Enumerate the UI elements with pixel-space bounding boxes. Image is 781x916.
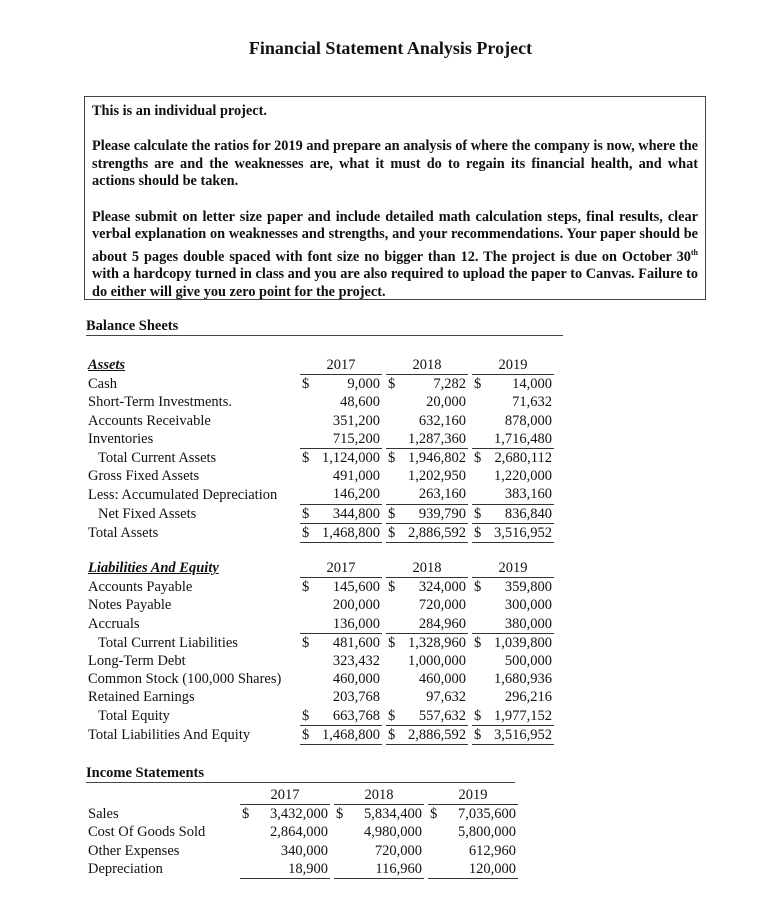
value-cell bbox=[300, 596, 382, 614]
amount: 5,834,400 bbox=[364, 806, 422, 823]
amount: 1,287,360 bbox=[408, 430, 466, 447]
instructions-paragraph-2: Please calculate the ratios for 2019 and prepare an analysis of where the company is now, where the strengths are and the weaknesses are, what it must do to regain its financial health, and what actions should be taken. bbox=[92, 138, 698, 190]
amount: 1,468,800 bbox=[322, 726, 380, 743]
amount: 1,202,950 bbox=[408, 468, 466, 485]
amount: 632,160 bbox=[418, 412, 466, 429]
value bbox=[388, 652, 466, 670]
row-label: Gross Fixed Assets bbox=[88, 468, 200, 485]
value-cell bbox=[472, 596, 554, 614]
instructions-box bbox=[84, 96, 706, 300]
amount: 1,680,936 bbox=[494, 671, 552, 688]
amount: 18,900 bbox=[288, 860, 328, 877]
value bbox=[474, 375, 552, 393]
amount: 136,000 bbox=[332, 615, 380, 632]
value-cell bbox=[300, 393, 382, 411]
amount: 284,960 bbox=[418, 615, 466, 632]
dollar-sign: $ bbox=[302, 524, 310, 541]
amount: 383,160 bbox=[504, 486, 552, 503]
value-cell bbox=[300, 449, 382, 468]
row-label: Depreciation bbox=[88, 861, 163, 878]
table-row bbox=[86, 393, 554, 411]
row-label: Total Current Assets bbox=[98, 449, 217, 466]
value-cell bbox=[386, 596, 468, 614]
amount: 9,000 bbox=[347, 376, 380, 393]
amount: 263,160 bbox=[418, 486, 466, 503]
value bbox=[242, 823, 328, 841]
table-row bbox=[86, 823, 518, 841]
row-label: Notes Payable bbox=[88, 597, 172, 614]
table-row bbox=[86, 615, 554, 634]
dollar-sign: $ bbox=[302, 505, 310, 522]
value-cell bbox=[472, 725, 554, 744]
value-cell bbox=[472, 707, 554, 726]
amount: 2,864,000 bbox=[270, 824, 328, 841]
amount: 300,000 bbox=[504, 597, 552, 614]
value-cell bbox=[428, 842, 518, 860]
value bbox=[242, 805, 328, 823]
dollar-sign: $ bbox=[388, 524, 396, 541]
table-header-row bbox=[86, 559, 554, 578]
value-cell bbox=[300, 725, 382, 744]
instructions-paragraph-3 bbox=[92, 209, 698, 302]
table-row bbox=[86, 688, 554, 706]
amount: 3,516,952 bbox=[494, 726, 552, 743]
liabilities-table bbox=[86, 559, 554, 745]
value-cell bbox=[334, 823, 424, 841]
amount: 20,000 bbox=[426, 394, 466, 411]
value-cell bbox=[472, 467, 554, 485]
value bbox=[302, 596, 380, 614]
dollar-sign: $ bbox=[430, 806, 438, 823]
value bbox=[430, 805, 516, 823]
value-cell bbox=[334, 805, 424, 824]
value-cell bbox=[386, 393, 468, 411]
amount: 48,600 bbox=[340, 394, 380, 411]
value-cell bbox=[386, 412, 468, 430]
amount: 715,200 bbox=[332, 430, 380, 447]
table-row bbox=[86, 670, 554, 688]
value bbox=[388, 485, 466, 503]
amount: 460,000 bbox=[418, 671, 466, 688]
amount: 323,432 bbox=[332, 653, 380, 670]
value-cell bbox=[472, 449, 554, 468]
table-row bbox=[86, 805, 518, 824]
table-row bbox=[86, 375, 554, 394]
year-header: 2019 bbox=[472, 356, 554, 375]
value-cell bbox=[300, 375, 382, 394]
dollar-sign: $ bbox=[388, 634, 396, 651]
value bbox=[388, 393, 466, 411]
value bbox=[388, 707, 466, 725]
value-cell bbox=[300, 707, 382, 726]
table-header-row bbox=[86, 356, 554, 375]
amount: 481,600 bbox=[332, 634, 380, 651]
value bbox=[474, 412, 552, 430]
assets-table bbox=[86, 356, 554, 543]
value bbox=[302, 652, 380, 670]
value-cell bbox=[472, 375, 554, 394]
amount: 1,946,802 bbox=[408, 450, 466, 467]
amount: 1,977,152 bbox=[494, 707, 552, 724]
value bbox=[388, 726, 466, 744]
amount: 3,516,952 bbox=[494, 524, 552, 541]
row-label: Total Equity bbox=[98, 707, 170, 724]
value bbox=[474, 707, 552, 725]
value-cell bbox=[386, 615, 468, 634]
amount: 380,000 bbox=[504, 615, 552, 632]
value bbox=[336, 805, 422, 823]
value bbox=[388, 505, 466, 523]
value-cell bbox=[240, 842, 330, 860]
value-cell bbox=[300, 670, 382, 688]
value bbox=[474, 670, 552, 688]
amount: 145,600 bbox=[332, 579, 380, 596]
table-row bbox=[86, 633, 554, 652]
value-cell bbox=[386, 523, 468, 542]
value-cell bbox=[386, 725, 468, 744]
value-cell bbox=[386, 375, 468, 394]
value-cell bbox=[472, 504, 554, 523]
value bbox=[302, 505, 380, 523]
table-row bbox=[86, 725, 554, 744]
amount: 1,000,000 bbox=[408, 653, 466, 670]
amount: 71,632 bbox=[512, 394, 552, 411]
amount: 203,768 bbox=[332, 689, 380, 706]
amount: 340,000 bbox=[280, 842, 328, 859]
value-cell bbox=[240, 805, 330, 824]
value bbox=[474, 449, 552, 467]
value bbox=[302, 707, 380, 725]
amount: 1,124,000 bbox=[322, 450, 380, 467]
amount: 1,716,480 bbox=[494, 430, 552, 447]
amount: 1,468,800 bbox=[322, 524, 380, 541]
value-cell bbox=[428, 823, 518, 841]
amount: 720,000 bbox=[418, 597, 466, 614]
value bbox=[302, 688, 380, 706]
page-title: Financial Statement Analysis Project bbox=[248, 38, 533, 58]
row-label: Net Fixed Assets bbox=[98, 505, 197, 522]
value-cell bbox=[300, 578, 382, 597]
row-label: Total Assets bbox=[88, 524, 159, 541]
value bbox=[474, 596, 552, 614]
value bbox=[388, 412, 466, 430]
value-cell bbox=[472, 615, 554, 634]
table-row bbox=[86, 842, 518, 860]
table-row bbox=[86, 652, 554, 670]
amount: 3,432,000 bbox=[270, 806, 328, 823]
value-cell bbox=[472, 633, 554, 652]
amount: 4,980,000 bbox=[364, 824, 422, 841]
row-label: Retained Earnings bbox=[88, 689, 195, 706]
amount: 14,000 bbox=[512, 376, 552, 393]
value-cell bbox=[472, 670, 554, 688]
dollar-sign: $ bbox=[302, 707, 310, 724]
amount: 460,000 bbox=[332, 671, 380, 688]
value-cell bbox=[386, 670, 468, 688]
value bbox=[388, 578, 466, 596]
value bbox=[302, 412, 380, 430]
year-header: 2017 bbox=[300, 559, 382, 578]
value-cell bbox=[386, 688, 468, 706]
value bbox=[336, 823, 422, 841]
value-cell bbox=[240, 860, 330, 879]
value bbox=[474, 393, 552, 411]
amount: 359,800 bbox=[504, 579, 552, 596]
value bbox=[302, 634, 380, 652]
value-cell bbox=[386, 633, 468, 652]
dollar-sign: $ bbox=[302, 634, 310, 651]
row-label: Accounts Receivable bbox=[88, 412, 211, 429]
year-header: 2017 bbox=[240, 786, 330, 805]
year-header: 2018 bbox=[386, 356, 468, 375]
value bbox=[430, 860, 516, 878]
value-cell bbox=[300, 467, 382, 485]
value bbox=[388, 375, 466, 393]
row-label: Accounts Payable bbox=[88, 578, 193, 595]
amount: 200,000 bbox=[332, 597, 380, 614]
row-label: Accruals bbox=[88, 615, 140, 632]
table-header-row bbox=[86, 786, 518, 805]
value bbox=[302, 449, 380, 467]
value bbox=[474, 467, 552, 485]
amount: 351,200 bbox=[332, 412, 380, 429]
value-cell bbox=[386, 449, 468, 468]
ordinal-suffix: th bbox=[690, 247, 698, 257]
value bbox=[430, 842, 516, 860]
value bbox=[302, 670, 380, 688]
dollar-sign: $ bbox=[302, 726, 310, 743]
dollar-sign: $ bbox=[336, 806, 344, 823]
value bbox=[474, 652, 552, 670]
dollar-sign: $ bbox=[474, 505, 482, 522]
value bbox=[474, 505, 552, 523]
value bbox=[302, 485, 380, 503]
income-statements-heading: Income Statements bbox=[86, 765, 515, 783]
amount: 2,886,592 bbox=[408, 524, 466, 541]
value-cell bbox=[300, 615, 382, 634]
dollar-sign: $ bbox=[474, 634, 482, 651]
section-header: Assets bbox=[88, 357, 126, 374]
dollar-sign: $ bbox=[474, 450, 482, 467]
amount: 491,000 bbox=[332, 468, 380, 485]
dollar-sign: $ bbox=[242, 806, 250, 823]
value bbox=[474, 615, 552, 633]
row-label: Other Expenses bbox=[88, 842, 180, 859]
value bbox=[388, 596, 466, 614]
instructions-paragraph-1: This is an individual project. bbox=[92, 103, 267, 119]
value-cell bbox=[300, 688, 382, 706]
table-row bbox=[86, 596, 554, 614]
value bbox=[302, 393, 380, 411]
value bbox=[388, 615, 466, 633]
value-cell bbox=[472, 393, 554, 411]
amount: 612,960 bbox=[468, 842, 516, 859]
row-label: Inventories bbox=[88, 431, 154, 448]
value-cell bbox=[386, 467, 468, 485]
value-cell bbox=[472, 578, 554, 597]
year-header: 2019 bbox=[428, 786, 518, 805]
amount: 97,632 bbox=[426, 689, 466, 706]
amount: 836,840 bbox=[504, 505, 552, 522]
amount: 7,282 bbox=[433, 376, 466, 393]
amount: 2,680,112 bbox=[494, 450, 552, 467]
amount: 663,768 bbox=[332, 707, 380, 724]
amount: 2,886,592 bbox=[408, 726, 466, 743]
income-table bbox=[86, 786, 518, 879]
dollar-sign: $ bbox=[474, 524, 482, 541]
amount: 296,216 bbox=[504, 689, 552, 706]
section-header: Liabilities And Equity bbox=[88, 560, 219, 577]
value-cell bbox=[472, 523, 554, 542]
row-label: Cash bbox=[88, 375, 117, 392]
row-label: Long-Term Debt bbox=[88, 653, 186, 670]
amount: 939,790 bbox=[418, 505, 466, 522]
value bbox=[302, 726, 380, 744]
value-cell bbox=[334, 842, 424, 860]
year-header: 2017 bbox=[300, 356, 382, 375]
year-header: 2018 bbox=[386, 559, 468, 578]
dollar-sign: $ bbox=[474, 376, 482, 393]
value-cell bbox=[300, 485, 382, 504]
value-cell bbox=[300, 633, 382, 652]
value-cell bbox=[300, 652, 382, 670]
value bbox=[474, 634, 552, 652]
row-label: Cost Of Goods Sold bbox=[88, 824, 206, 841]
value-cell bbox=[300, 523, 382, 542]
table-row bbox=[86, 449, 554, 468]
balance-sheets-heading: Balance Sheets bbox=[86, 318, 563, 336]
table-row bbox=[86, 467, 554, 485]
dollar-sign: $ bbox=[388, 505, 396, 522]
value-cell bbox=[428, 860, 518, 879]
value bbox=[336, 842, 422, 860]
year-header: 2019 bbox=[472, 559, 554, 578]
table-row bbox=[86, 504, 554, 523]
amount: 7,035,600 bbox=[458, 806, 516, 823]
value bbox=[388, 670, 466, 688]
dollar-sign: $ bbox=[302, 579, 310, 596]
row-label: Total Current Liabilities bbox=[98, 634, 238, 651]
amount: 1,039,800 bbox=[494, 634, 552, 651]
value-cell bbox=[386, 485, 468, 504]
value bbox=[336, 860, 422, 878]
value-cell bbox=[428, 805, 518, 824]
value bbox=[474, 578, 552, 596]
value-cell bbox=[300, 504, 382, 523]
value bbox=[474, 726, 552, 744]
dollar-sign: $ bbox=[388, 579, 396, 596]
value-cell bbox=[472, 412, 554, 430]
table-row bbox=[86, 485, 554, 504]
amount: 146,200 bbox=[332, 486, 380, 503]
value-cell bbox=[334, 860, 424, 879]
value bbox=[302, 467, 380, 485]
instructions-text: Please submit on letter size paper and include detailed math calculation steps, final results, clear verbal explanation on weaknesses and strengths, and your recommendations. Your paper should be about 5 pages double spaced with font size no bigger than 12. The project is due on October 30 bbox=[92, 208, 698, 265]
value-cell bbox=[386, 707, 468, 726]
amount: 878,000 bbox=[504, 412, 552, 429]
amount: 116,960 bbox=[375, 860, 422, 877]
instructions-text: with a hardcopy turned in class and you are also required to upload the paper to Canvas. Failure to do either will give you zero point for the project. bbox=[92, 266, 698, 300]
amount: 344,800 bbox=[332, 505, 380, 522]
table-row bbox=[86, 430, 554, 449]
dollar-sign: $ bbox=[388, 707, 396, 724]
value bbox=[388, 449, 466, 467]
amount: 120,000 bbox=[468, 860, 516, 877]
table-row bbox=[86, 412, 554, 430]
dollar-sign: $ bbox=[302, 376, 310, 393]
value bbox=[388, 634, 466, 652]
dollar-sign: $ bbox=[388, 376, 396, 393]
table-row bbox=[86, 860, 518, 879]
table-row bbox=[86, 578, 554, 597]
value-cell bbox=[386, 430, 468, 449]
value bbox=[474, 524, 552, 542]
amount: 1,220,000 bbox=[494, 468, 552, 485]
value bbox=[474, 688, 552, 706]
value-cell bbox=[472, 688, 554, 706]
value bbox=[242, 842, 328, 860]
value bbox=[302, 430, 380, 448]
amount: 557,632 bbox=[418, 707, 466, 724]
year-header: 2018 bbox=[334, 786, 424, 805]
value-cell bbox=[240, 823, 330, 841]
value bbox=[474, 430, 552, 448]
row-label: Total Liabilities And Equity bbox=[88, 726, 251, 743]
dollar-sign: $ bbox=[388, 726, 396, 743]
value-cell bbox=[472, 430, 554, 449]
value-cell bbox=[386, 504, 468, 523]
row-label: Common Stock (100,000 Shares) bbox=[88, 671, 282, 688]
row-label: Less: Accumulated Depreciation bbox=[88, 486, 278, 503]
value bbox=[302, 524, 380, 542]
row-label: Sales bbox=[88, 805, 119, 822]
value-cell bbox=[300, 412, 382, 430]
value-cell bbox=[472, 652, 554, 670]
value-cell bbox=[386, 652, 468, 670]
amount: 1,328,960 bbox=[408, 634, 466, 651]
value-cell bbox=[472, 485, 554, 504]
amount: 324,000 bbox=[418, 579, 466, 596]
value bbox=[302, 615, 380, 633]
dollar-sign: $ bbox=[474, 726, 482, 743]
row-label: Short-Term Investments. bbox=[88, 394, 232, 411]
value bbox=[242, 860, 328, 878]
table-row bbox=[86, 707, 554, 726]
value-cell bbox=[300, 430, 382, 449]
dollar-sign: $ bbox=[474, 579, 482, 596]
value bbox=[430, 823, 516, 841]
value bbox=[474, 485, 552, 503]
section-header bbox=[86, 786, 240, 805]
table-row bbox=[86, 523, 554, 542]
dollar-sign: $ bbox=[474, 707, 482, 724]
dollar-sign: $ bbox=[302, 450, 310, 467]
dollar-sign: $ bbox=[388, 450, 396, 467]
amount: 720,000 bbox=[374, 842, 422, 859]
value-cell bbox=[386, 578, 468, 597]
value bbox=[388, 688, 466, 706]
value bbox=[388, 467, 466, 485]
amount: 500,000 bbox=[504, 653, 552, 670]
value bbox=[388, 524, 466, 542]
value bbox=[388, 430, 466, 448]
value bbox=[302, 578, 380, 596]
value bbox=[302, 375, 380, 393]
amount: 5,800,000 bbox=[458, 824, 516, 841]
